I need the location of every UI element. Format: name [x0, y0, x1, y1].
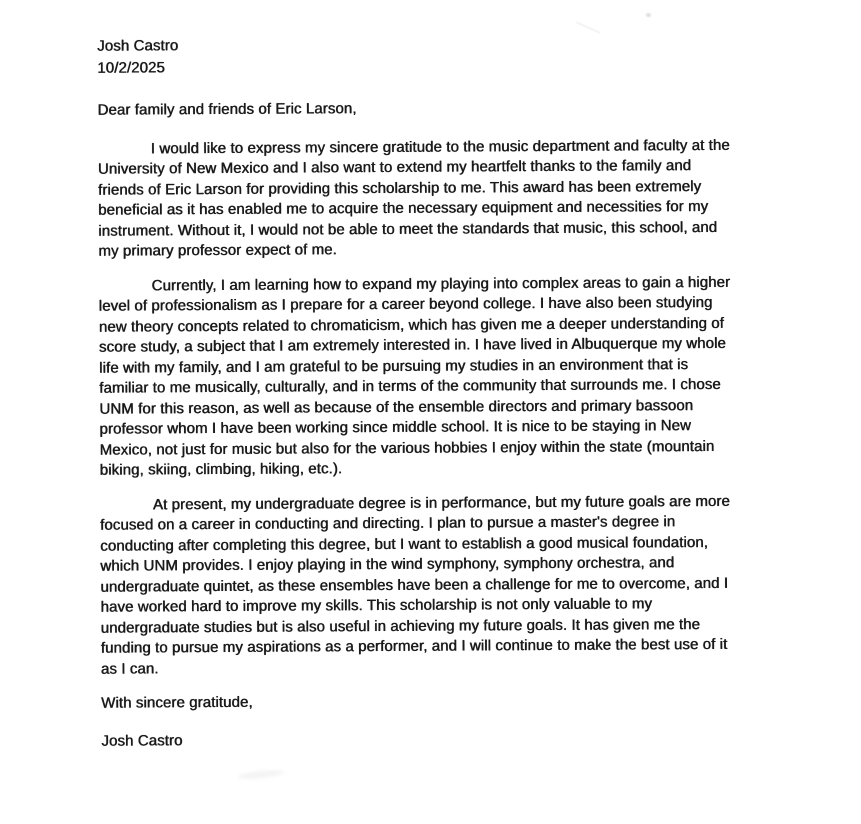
letter-date: 10/2/2025: [97, 58, 165, 77]
paragraph-studies: Currently, I am learning how to expand my playing into complex areas to gain a higher level of professionalism as I prepare for a career beyond college. I have also been studying new theory concepts related to chromaticism, which has given me a deeper understanding of score study, a subject that I am extremely interested in. I have lived in Albuquerque my whole life with my family, and I am grateful to be pursuing my studies in an environment that is familiar to me musically, culturally, and in terms of the community that surrounds me. I chose UNM for this reason, as well as because of the ensemble directors and primary bassoon professor whom I have been working since middle school. It is nice to be staying in New Mexico, not just for music but also for the various hobbies I enjoy within the state (mountain biking, skiing, climbing, hiking, etc.).: [98, 273, 731, 479]
scan-artifact-hairline: [576, 22, 600, 33]
scan-artifact-smudge: [238, 769, 284, 781]
scan-artifact-speck: [646, 13, 651, 17]
paragraph-goals: At present, my undergraduate degree is in performance, but my future goals are more focused on a career in conducting and directing. I plan to pursue a master's degree in conducting after completing this degree, but I want to establish a good musical foundation, which UNM provides. I enjoy playing in the wind symphony, symphony orchestra, and undergraduate quintet, as these ensembles have been a challenge for me to overcome, and I have worked hard to improve my skills. This scholarship is not only valuable to my undergraduate studies but is also useful in achieving my future goals. It has given me the funding to pursue my aspirations as a performer, and I will continue to make the best use of it as I can.: [99, 492, 730, 678]
salutation: Dear family and friends of Eric Larson,: [97, 100, 357, 119]
sender-name: Josh Castro: [97, 37, 179, 55]
paragraph-gratitude: I would like to express my sincere gratitude to the music department and faculty at the University of New Mexico and I also want to extend my heartfelt thanks to the family and friends of Eric Larson for providing this scholarship to me. This award has been extremely beneficial as it has enabled me to acquire the necessary equipment and necessities for my instrument. Without it, I would not be able to meet the standards that music, this school, and my primary professor expect of me.: [97, 136, 730, 260]
sender-block: [97, 31, 803, 78]
letter-content: [97, 31, 807, 751]
signature: Josh Castro: [101, 731, 183, 750]
closing: With sincere gratitude,: [101, 693, 253, 712]
